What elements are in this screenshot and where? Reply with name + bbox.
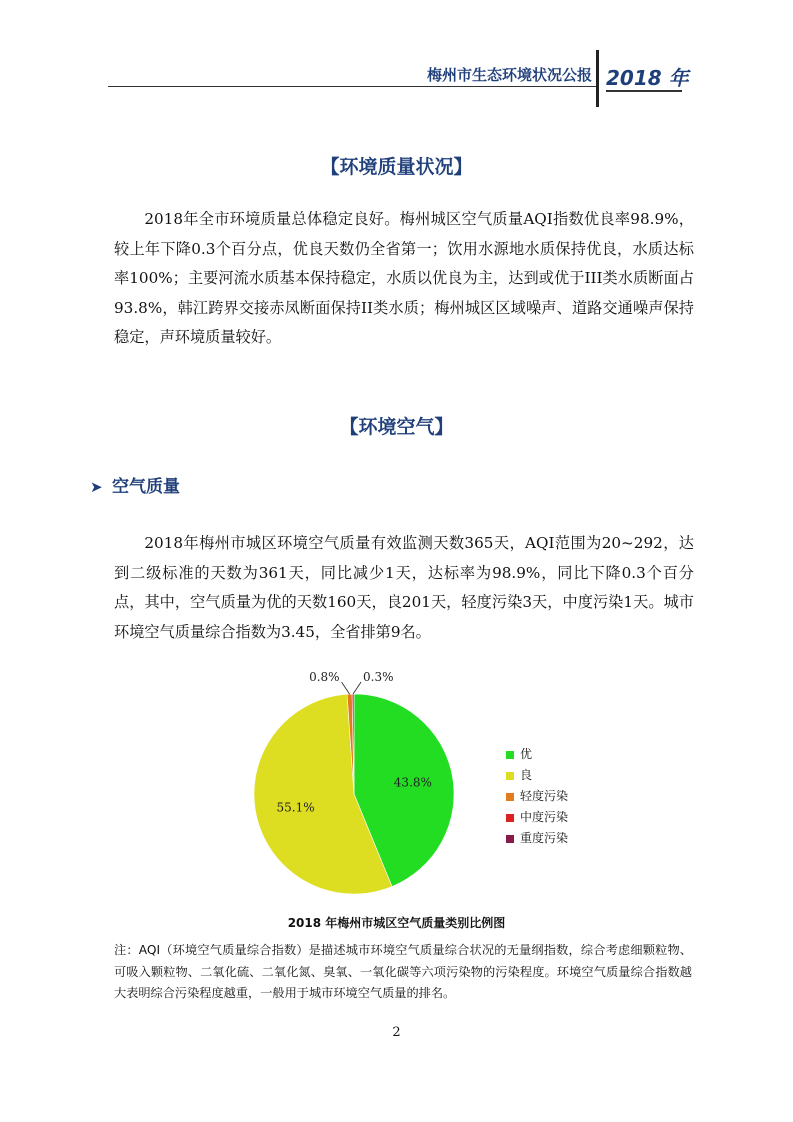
header-year: 2018 年 [606, 66, 689, 90]
header-rule [108, 86, 596, 87]
chart-caption: 2018 年梅州市城区空气质量类别比例图 [287, 916, 506, 930]
paragraph-env-quality: 2018年全市环境质量总体稳定良好。梅州城区空气质量AQI指数优良率98.9%，较上年下降0.3个百分点，优良天数仍全省第一；饮用水源地水质保持优良，水质达标率100%；主要河流水质基本保持稳定，水质以优良为主，达到或优于III类水质断面占93.8%，韩江跨界交接赤凤断面保持II类水质；梅州城区区域噪声、道路交通噪声保持稳定，声环境质量较好。 [114, 210, 694, 346]
pie-label-2: 55.1% [276, 800, 315, 815]
legend-item-2 [506, 766, 568, 787]
legend-label-1: 优 [520, 747, 533, 761]
pie-label-1: 43.8% [393, 775, 432, 790]
subhead-air-quality [90, 472, 180, 497]
header-title: 梅州市生态环境状况公报 [426, 66, 592, 84]
legend-item-3 [506, 787, 568, 808]
pie-label-3: 0.8% [309, 670, 340, 685]
legend-label-3: 轻度污染 [520, 789, 569, 803]
header-divider [596, 50, 599, 107]
legend-swatch-4 [506, 814, 514, 822]
legend-label-2: 良 [520, 768, 533, 782]
legend-swatch-5 [506, 835, 514, 843]
subhead-air-quality-label: 空气质量 [112, 477, 180, 497]
legend-swatch-2 [506, 772, 514, 780]
section-title-env-air: 【环境空气】 [339, 416, 454, 438]
legend-label-4: 中度污染 [520, 810, 569, 824]
aqi-note: 注：AQI（环境空气质量综合指数）是描述城市环境空气质量综合状况的无量纲指数，综合考虑细颗粒物、可吸入颗粒物、二氧化硫、二氧化氮、臭氧、一氧化碳等六项污染物的污染程度。环境空气质量综合指数越大表明综合污染程度越重，一般用于城市环境空气质量的排名。 [114, 943, 692, 1000]
chart-legend [506, 745, 568, 850]
page-number: 2 [392, 1025, 401, 1040]
pie-leader-3 [342, 682, 350, 694]
legend-label-5: 重度污染 [520, 831, 569, 845]
arrow-right-icon: ➤ [90, 478, 103, 496]
pie-leader-4 [353, 682, 361, 694]
legend-item-1 [506, 745, 568, 766]
legend-item-4 [506, 808, 568, 829]
pie-label-4: 0.3% [363, 670, 394, 685]
header-year-underline [606, 90, 682, 92]
legend-item-5 [506, 829, 568, 850]
legend-swatch-1 [506, 751, 514, 759]
legend-swatch-3 [506, 793, 514, 801]
paragraph-air-quality: 2018年梅州市城区环境空气质量有效监测天数365天，AQI范围为20~292，达到二级标准的天数为361天，同比减少1天，达标率为98.9%，同比下降0.3个百分点，其中，空气质量为优的天数160天，良201天，轻度污染3天，中度污染1天。城市环境空气质量综合指数为3.45，全省排第9名。 [114, 534, 694, 641]
section-title-env-quality: 【环境质量状况】 [320, 156, 473, 178]
